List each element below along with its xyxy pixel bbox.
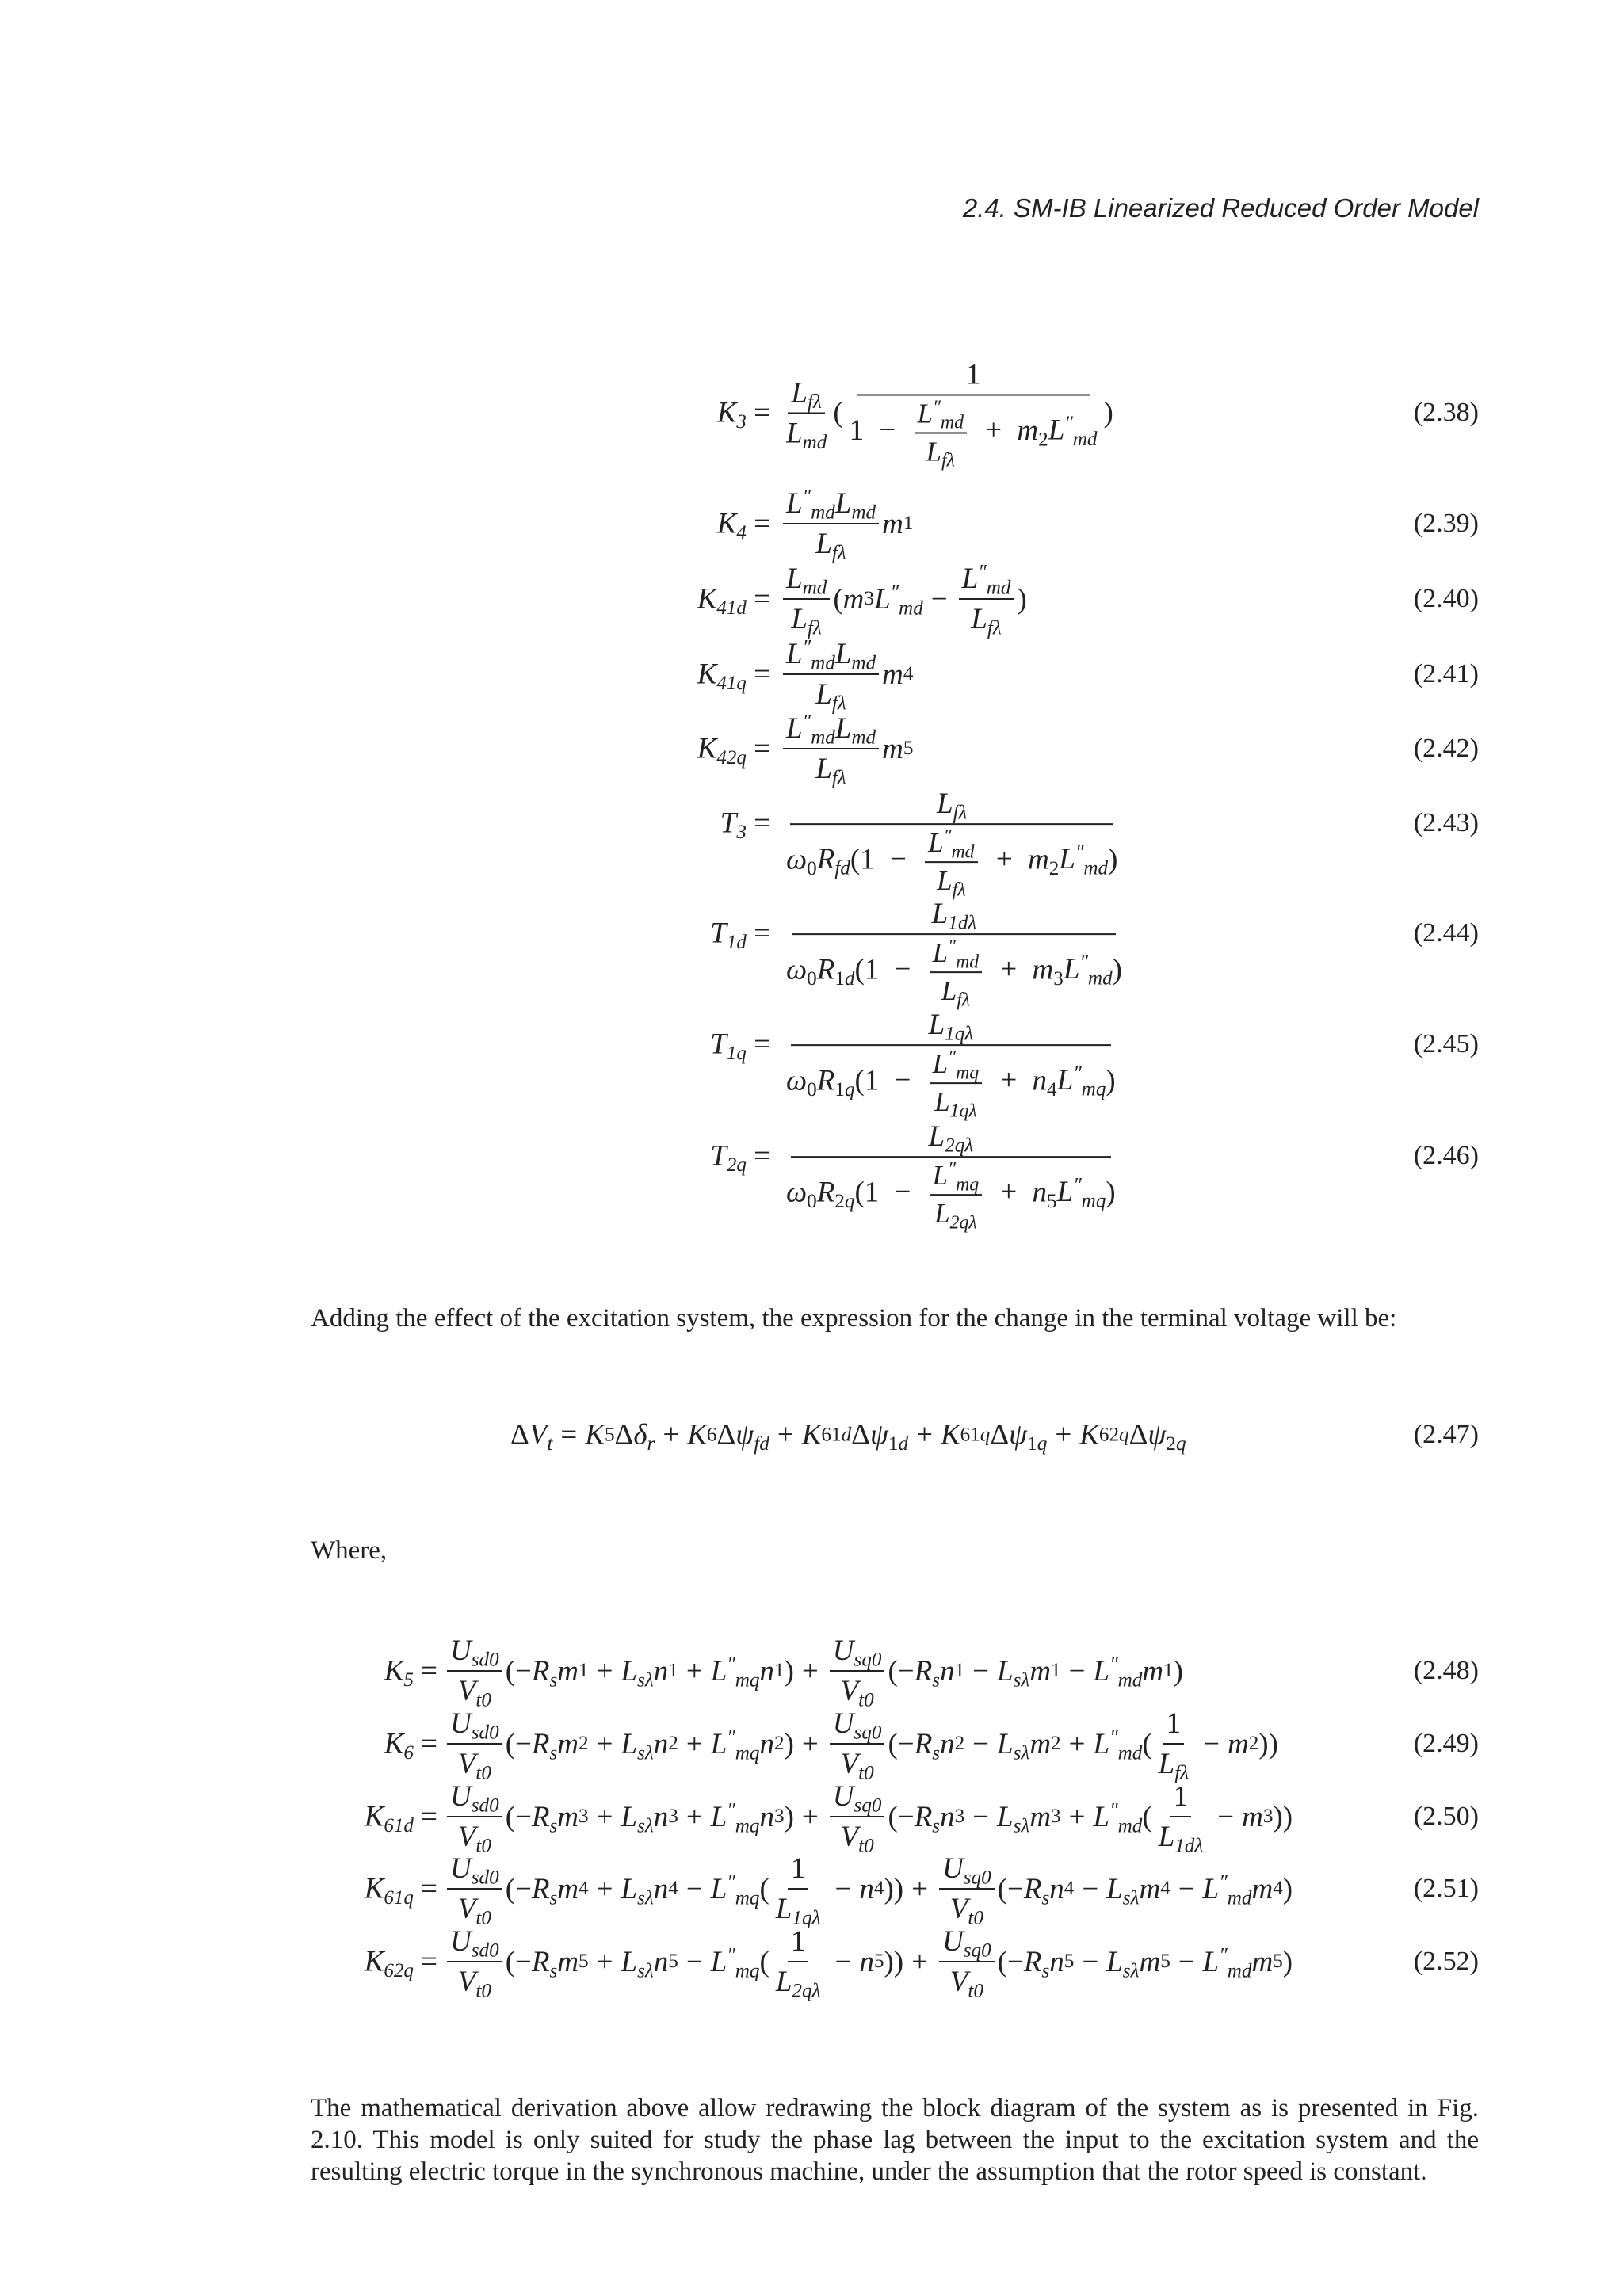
equation-number: (2.50): [1413, 1802, 1479, 1831]
equation-lhs: $K_3$ =: [716, 396, 770, 433]
equation-2-51: [0, 1852, 1623, 1929]
equation-rhs: $\frac{U_{sd0}}{V_{t0}}$ (− $R_sm$ 3 + $L_{s\lambda}n$ 3 + $L''_{mq}n$ 3 ) + $\frac{U_{sq0}}{V_{t0}}$ (− $R_sn$ 3 − $L_{s\lambda}m$ 3 + $L''_{md}$ ( $\frac{1}{L_{1d\lambda}}$ − m 3 )): [444, 1779, 1293, 1854]
equation-lhs: $K_{41d}$ =: [697, 582, 770, 619]
equation-rhs: $L_{1d\lambda}$ $\omega_0R_{1d}(1$ − $\frac{L''_{md}}{L_{f\lambda}}$ + $m_3L''_{md}$): [786, 898, 1122, 1011]
equation-rhs: $\frac{L_{f\lambda}}{L_{md}}$ ( 1 1 − $\frac{L''_{md}}{L_{f\lambda}}$ + $m_2L''_{md}$ ): [786, 358, 1113, 471]
equation-rhs: $\frac{L''_{md}L_{md}}{L_{f\lambda}}$ m 4: [780, 637, 913, 711]
equation-2-40: [0, 561, 1623, 639]
equation-number: (2.42): [1413, 734, 1479, 763]
equation-lhs: $K_{62q}$ =: [364, 1945, 437, 1981]
equation-number: (2.43): [1413, 808, 1479, 837]
equation-2-41: [0, 636, 1623, 715]
equation-rhs: $L_{f\lambda}$ $\omega_0R_{fd}(1$ − $\frac{L''_{md}}{L_{f\lambda}}$ + $m_2L''_{md}$): [786, 788, 1118, 901]
equation-2-42: [0, 711, 1623, 789]
equation-number: (2.46): [1413, 1141, 1479, 1170]
equation-rhs: $\frac{L_{md}}{L_{f\lambda}}$ ( m 3 $L''_{md}$ − $\frac{L''_{md}}{L_{f\lambda}}$ ): [780, 562, 1027, 636]
equation-number: (2.39): [1413, 509, 1479, 538]
equation-lhs: $T_3$ =: [720, 807, 770, 843]
running-header: 2.4. SM-IB Linearized Reduced Order Model: [962, 193, 1479, 223]
equation-2-46: [0, 1120, 1623, 1234]
equation-number: (2.45): [1413, 1029, 1479, 1058]
equation-rhs: $\Delta V_t$ = K 5 $\Delta\delta_r$ + K 6 $\Delta\psi_{fd}$ + K 61d $\Delta\psi_{1d}$ + K 61q $\Delta\psi_{1q}$ + K 62q $\Delta\psi_{2q}$: [510, 1418, 1186, 1455]
equation-rhs: $L_{2q\lambda}$ $\omega_0R_{2q}(1$ − $\frac{L''_{mq}}{L_{2q\lambda}}$ + $n_5L''_{mq}$): [786, 1120, 1116, 1234]
equation-rhs: $L_{1q\lambda}$ $\omega_0R_{1q}(1$ − $\frac{L''_{mq}}{L_{1q\lambda}}$ + $n_4L''_{mq}$): [786, 1009, 1116, 1122]
equation-lhs: $K_{61q}$ =: [364, 1872, 437, 1909]
equation-number: (2.51): [1413, 1874, 1479, 1903]
equation-lhs: $K_{42q}$ =: [697, 732, 770, 769]
equation-number: (2.41): [1413, 659, 1479, 688]
equation-2-48: [0, 1634, 1623, 1711]
equation-rhs: $\frac{U_{sd0}}{V_{t0}}$ (− $R_sm$ 1 + $L_{s\lambda}n$ 1 + $L''_{mq}n$ 1 ) + $\frac{U_{sq0}}{V_{t0}}$ (− $R_sn$ 1 − $L_{s\lambda}m$ 1 − $L''_{md}m$ 1 ): [444, 1634, 1183, 1708]
equation-number: (2.38): [1413, 398, 1479, 427]
equation-rhs: $\frac{U_{sd0}}{V_{t0}}$ (− $R_sm$ 5 + $L_{s\lambda}n$ 5 − $L''_{mq}$ ( $\frac{1}{L_{2q\lambda}}$ − n 5 )) + $\frac{U_{sq0}}{V_{t0}}$ (− $R_sn$ 5 − $L_{s\lambda}m$ 5 − $L''_{md}m$ 5 ): [444, 1924, 1293, 1999]
equation-lhs: $T_{1q}$ =: [710, 1028, 770, 1064]
equation-number: (2.48): [1413, 1656, 1479, 1685]
equation-number: (2.40): [1413, 584, 1479, 613]
equation-2-47: [0, 1418, 1623, 1455]
equation-rhs: $\frac{U_{sd0}}{V_{t0}}$ (− $R_sm$ 2 + $L_{s\lambda}n$ 2 + $L''_{mq}n$ 2 ) + $\frac{U_{sq0}}{V_{t0}}$ (− $R_sn$ 2 − $L_{s\lambda}m$ 2 + $L''_{md}$ ( $\frac{1}{L_{f\lambda}}$ − m 2 )): [444, 1707, 1278, 1781]
equation-lhs: $K_6$ =: [384, 1727, 437, 1764]
equation-rhs: $\frac{U_{sd0}}{V_{t0}}$ (− $R_sm$ 4 + $L_{s\lambda}n$ 4 − $L''_{mq}$ ( $\frac{1}{L_{1q\lambda}}$ − n 4 )) + $\frac{U_{sq0}}{V_{t0}}$ (− $R_sn$ 4 − $L_{s\lambda}m$ 4 − $L''_{md}m$ 4 ): [444, 1852, 1293, 1926]
equation-2-39: [0, 486, 1623, 564]
equation-number: (2.44): [1413, 918, 1479, 948]
equation-lhs: $K_5$ =: [384, 1654, 437, 1691]
equation-2-52: [0, 1925, 1623, 2002]
equation-lhs: $K_{41q}$ =: [697, 658, 770, 694]
equation-lhs: $K_{61d}$ =: [364, 1800, 437, 1836]
equation-2-38: [0, 358, 1623, 471]
equation-2-44: [0, 898, 1623, 1011]
equation-number: (2.47): [1413, 1420, 1479, 1449]
paragraph-conclusion: The mathematical derivation above allow redrawing the block diagram of the system as is presented in Fig. 2.10. This model is only suited for study the phase lag between the input to the excitation system and the resulting electric torque in the synchronous machine, under the assumption that the rotor speed is constant.: [311, 2094, 1479, 2186]
equation-2-43: [0, 788, 1623, 901]
equation-lhs: $K_4$ =: [716, 507, 770, 543]
equation-2-45: [0, 1009, 1623, 1122]
equation-number: (2.49): [1413, 1729, 1479, 1758]
equation-2-50: [0, 1780, 1623, 1857]
equation-lhs: $T_{2q}$ =: [710, 1139, 770, 1176]
equation-number: (2.52): [1413, 1947, 1479, 1976]
equation-lhs: $T_{1d}$ =: [710, 917, 770, 953]
equation-rhs: $\frac{L''_{md}L_{md}}{L_{f\lambda}}$ m 1: [780, 486, 913, 561]
paragraph-excitation-intro: Adding the effect of the excitation system, the expression for the change in the terminal voltage will be:: [311, 1304, 1397, 1333]
equation-2-49: [0, 1707, 1623, 1784]
equation-rhs: $\frac{L''_{md}L_{md}}{L_{f\lambda}}$ m 5: [780, 711, 913, 786]
paragraph-where: Where,: [311, 1536, 388, 1565]
